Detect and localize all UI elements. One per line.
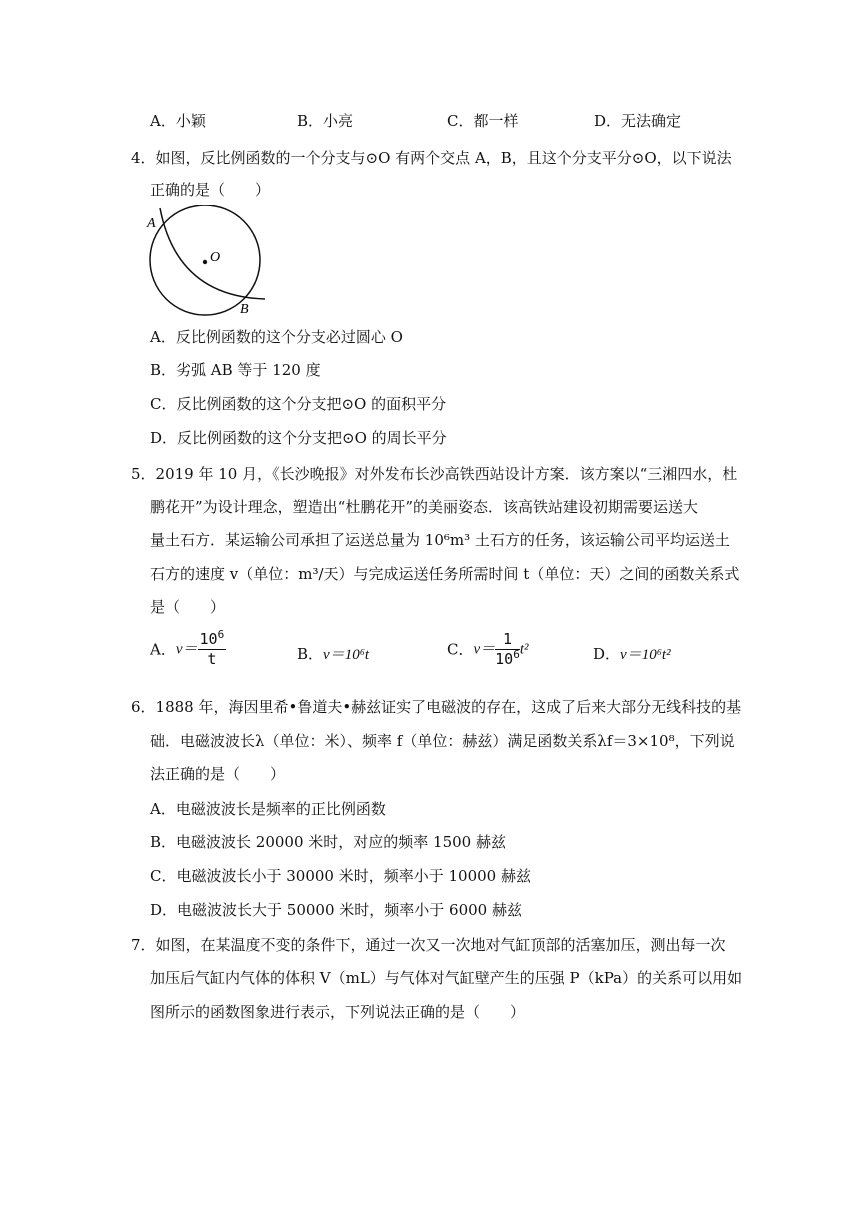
fraction-a: $\frac{10^6}{t}$	[199, 628, 225, 668]
q4-stem-line-2: 正确的是（ ）	[150, 181, 271, 199]
q5-stem-line-4: 石方的速度 v（单位：m³/天）与完成运送任务所需时间 t（单位：天）之间的函数关系式	[150, 565, 740, 583]
q6-stem-line-1: 6．1888 年，海因里希•鲁道夫•赫兹证实了电磁波的存在，这成了后来大部分无线科技的基	[131, 698, 742, 716]
q4-option-a: A．反比例函数的这个分支必过圆心 O	[150, 328, 403, 346]
q6-option-d: D．电磁波波长大于 50000 米时，频率小于 6000 赫兹	[150, 901, 522, 919]
label-a: A	[147, 216, 156, 231]
q3-option-d: D．无法确定	[594, 112, 682, 130]
q7-stem-line-2: 加压后气缸内气体的体积 V（mL）与气体对气缸壁产生的压强 P（kPa）的关系可以用如	[150, 969, 743, 987]
q3-options	[150, 111, 750, 131]
q3-option-b: B．小亮	[297, 112, 354, 130]
q4-option-c: C．反比例函数的这个分支把⊙O 的面积平分	[150, 395, 447, 413]
q5-option-d: D．v＝10⁶t²	[593, 645, 671, 663]
q7-stem-line-3: 图所示的函数图象进行表示，下列说法正确的是（ ）	[150, 1003, 526, 1021]
label-b: B	[240, 302, 249, 317]
q5-option-c: C．v＝ $\frac{1}{10^6}$ t²	[447, 630, 529, 668]
q3-option-a: A．小颖	[150, 112, 206, 130]
q5-option-a: A．v＝ $\frac{10^6}{t}$	[150, 628, 225, 668]
center-point	[203, 260, 207, 264]
q7-stem-line-1: 7．如图，在某温度不变的条件下，通过一次又一次地对气缸顶部的活塞加压，测出每一次	[131, 936, 726, 954]
q6-option-b: B．电磁波波长 20000 米时，对应的频率 1500 赫兹	[150, 833, 506, 851]
q4-option-b: B．劣弧 AB 等于 120 度	[150, 361, 321, 379]
q5-stem-line-1: 5．2019 年 10 月，《长沙晚报》对外发布长沙高铁西站设计方案．该方案以“三湘四水，杜	[131, 465, 738, 483]
q5-stem-line-2: 鹏花开”为设计理念，塑造出“杜鹏花开”的美丽姿态．该高铁站建设初期需要运送大	[150, 498, 699, 516]
q4-option-d: D．反比例函数的这个分支把⊙O 的周长平分	[150, 429, 447, 447]
q6-option-c: C．电磁波波长小于 30000 米时，频率小于 10000 赫兹	[150, 867, 531, 885]
label-o: O	[210, 250, 221, 265]
q4-figure	[140, 205, 275, 320]
q3-option-c: C．都一样	[447, 112, 519, 130]
q5-stem-line-3: 量土石方．某运输公司承担了运送总量为 10⁶m³ 土石方的任务，该运输公司平均运送土	[150, 531, 730, 549]
q6-stem-line-3: 法正确的是（ ）	[150, 765, 286, 783]
q6-option-a: A．电磁波波长是频率的正比例函数	[150, 800, 386, 818]
q5-stem-line-5: 是（ ）	[150, 598, 226, 616]
q4-stem-line-1: 4．如图，反比例函数的一个分支与⊙O 有两个交点 A，B，且这个分支平分⊙O，以下说法	[131, 149, 732, 167]
fraction-c: $\frac{1}{10^6}$	[495, 630, 520, 668]
q6-stem-line-2: 础．电磁波波长λ（单位：米）、频率 f（单位：赫兹）满足函数关系λf＝3×10⁸，下列说	[150, 732, 735, 750]
q5-option-b: B．v＝10⁶t	[297, 645, 370, 663]
